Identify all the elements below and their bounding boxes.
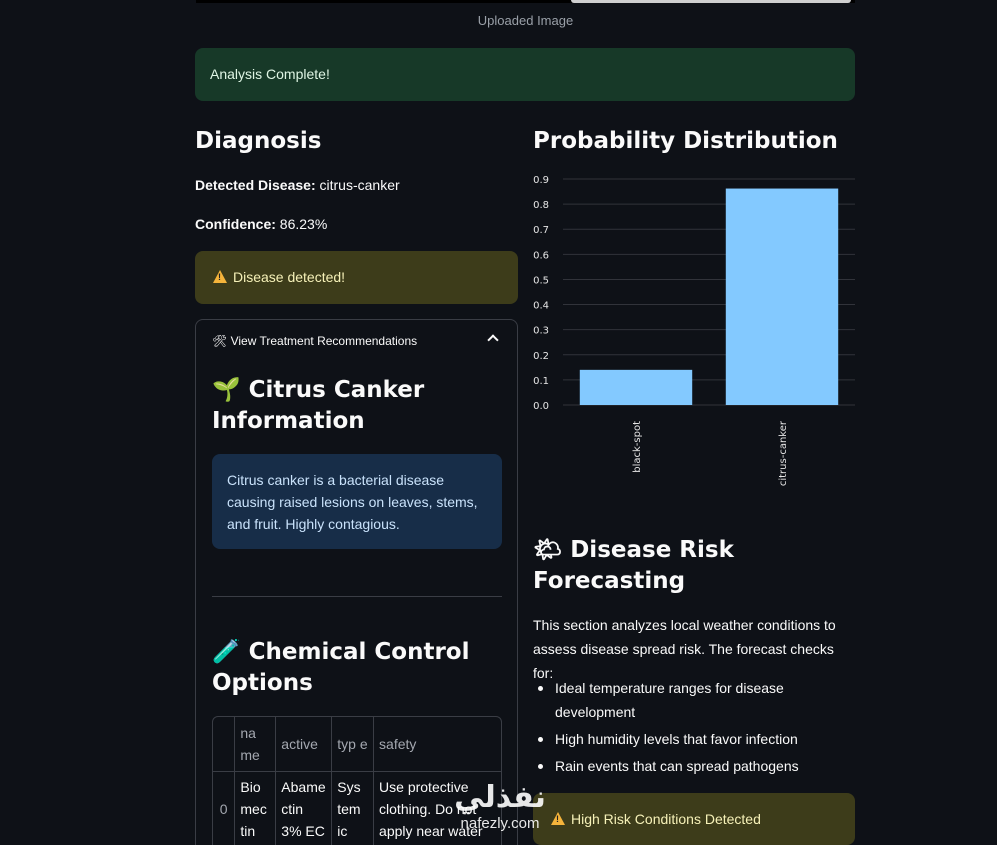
y-tick-label: 0.0: [533, 401, 549, 412]
confidence-line: [195, 216, 327, 232]
bar-black-spot: [580, 370, 692, 405]
table-cell-type: Sys tem ic: [332, 771, 374, 845]
y-tick-label: 0.4: [533, 300, 549, 312]
table-header-type: typ e: [332, 717, 374, 771]
y-tick-label: 0.7: [533, 225, 549, 237]
test-tube-icon: 🧪: [212, 639, 241, 665]
treatment-expander-label: View Treatment Recommendations: [230, 334, 418, 348]
table-header-safety: safety: [374, 717, 501, 771]
disease-warning-text: Disease detected!: [233, 269, 346, 285]
table-header-row: [213, 717, 501, 771]
probability-chart: [533, 165, 855, 495]
list-item: High humidity levels that favor infection: [533, 727, 855, 751]
forecast-title-text: Disease Risk Forecasting: [533, 537, 734, 594]
chemical-title-text: Chemical Control Options: [212, 639, 470, 696]
tools-icon: 🛠: [212, 334, 228, 348]
sun-cloud-icon: 🌤: [533, 537, 563, 563]
image-caption: Uploaded Image: [477, 13, 574, 28]
y-tick-label: 0.3: [533, 325, 549, 337]
table-cell-active: Abame ctin 3% EC: [276, 771, 332, 845]
table-cell-index: 0: [213, 771, 235, 845]
bar-citrus-canker: [726, 189, 838, 405]
forecast-title: [533, 535, 833, 597]
x-tick-label: citrus-canker: [778, 421, 789, 487]
detected-disease-line: [195, 177, 400, 193]
table-cell-safety: Use protective clothing. Do not apply near water: [374, 771, 501, 845]
y-tick-label: 0.1: [533, 375, 549, 387]
chevron-up-icon[interactable]: [487, 334, 498, 345]
forecast-description: This section analyzes local weather conditions to assess disease spread risk. The forecast checks for:: [533, 617, 836, 681]
treatment-expander: [195, 319, 518, 845]
high-risk-text: High Risk Conditions Detected: [571, 811, 761, 827]
section-divider: [212, 596, 502, 597]
y-tick-label: 0.9: [533, 175, 549, 186]
y-tick-label: 0.2: [533, 350, 549, 362]
diagnosis-title: Diagnosis: [195, 128, 322, 154]
list-item: Ideal temperature ranges for disease development: [533, 676, 855, 724]
warning-icon: [213, 270, 227, 283]
probability-chart-svg: [533, 165, 855, 495]
detected-disease-label: Detected Disease:: [195, 177, 316, 193]
probability-title: Probability Distribution: [533, 128, 838, 154]
detected-disease-value: citrus-canker: [319, 177, 400, 193]
forecast-checklist: [533, 676, 855, 781]
chemical-control-title: [212, 637, 512, 699]
y-tick-label: 0.8: [533, 200, 549, 212]
success-alert: Analysis Complete!: [195, 48, 855, 101]
confidence-label: Confidence:: [195, 216, 276, 232]
table-cell-name: Bio mec tin: [235, 771, 276, 845]
table-header-name: na me: [235, 717, 276, 771]
confidence-value: 86.23%: [279, 216, 328, 232]
citrus-canker-info-title: [212, 375, 512, 437]
seedling-icon: 🌱: [212, 377, 241, 403]
watermark-logo: [440, 780, 560, 845]
watermark-url: nafezly.com: [460, 815, 540, 832]
uploaded-image: [196, 0, 855, 3]
y-tick-label: 0.5: [533, 275, 549, 287]
table-header-active: active: [276, 717, 332, 771]
disease-warning-alert: [195, 251, 518, 304]
treatment-expander-header[interactable]: [212, 334, 417, 348]
uploaded-image-content: [571, 0, 851, 3]
x-tick-label: black-spot: [632, 421, 643, 473]
high-risk-alert: [533, 793, 855, 845]
disease-info-box: Citrus canker is a bacterial disease causing raised lesions on leaves, stems, and fruit. Highly contagious.: [212, 454, 502, 549]
y-tick-label: 0.6: [533, 250, 549, 262]
info-title-text: Citrus Canker Information: [212, 377, 425, 434]
watermark-arabic: نفذلي: [454, 780, 546, 815]
table-header-index: [213, 717, 235, 771]
list-item: Rain events that can spread pathogens: [533, 754, 855, 778]
